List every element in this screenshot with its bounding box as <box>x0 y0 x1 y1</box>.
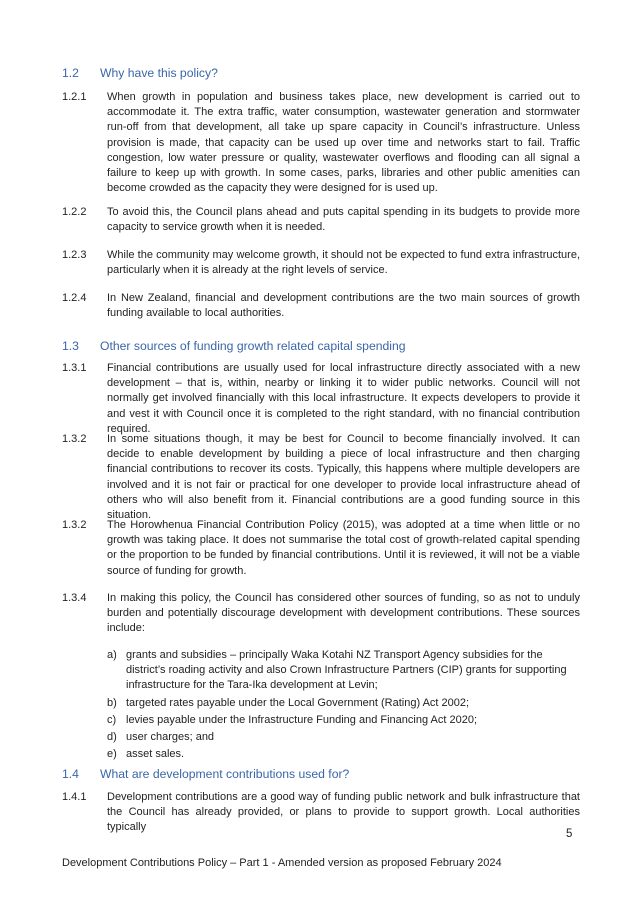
list-item <box>107 713 582 728</box>
paragraph-1-2-4 <box>62 291 580 321</box>
list-item-label: a) <box>107 649 117 661</box>
section-number: 1.3 <box>62 339 79 353</box>
section-title: Other sources of funding growth related capital spending <box>100 339 406 353</box>
list-item <box>107 747 582 762</box>
paragraph-1-3-1 <box>62 361 580 437</box>
section-heading-1-4 <box>62 767 349 781</box>
page-footer: Development Contributions Policy – Part 1 - Amended version as proposed February 2024 <box>62 857 502 869</box>
paragraph-1-3-2-second <box>62 518 580 579</box>
list-item-label: e) <box>107 748 117 761</box>
paragraph-text: In making this policy, the Council has considered other sources of funding, so as not to unduly burden and potentially discourage development with development contributions. These sources include: <box>107 592 580 635</box>
page-number: 5 <box>566 828 573 840</box>
paragraph-1-2-3 <box>62 248 580 278</box>
paragraph-1-2-1 <box>62 90 580 196</box>
list-item-text: levies payable under the Infrastructure Funding and Financing Act 2020; <box>126 713 478 726</box>
paragraph-1-2-2 <box>62 205 580 235</box>
list-item-text: grants and subsidies – principally Waka Kotahi NZ Transport Agency subsidies for the district’s roading activity and also Crown Infrastructure Partners (CIP) grants for supporting infrastructure for the Tara-Ika development at Levin; <box>126 649 567 692</box>
paragraph-number: 1.3.2 <box>62 433 87 445</box>
paragraph-text: The Horowhenua Financial Contribution Policy (2015), was adopted at a time when little or no growth was taking place. It does not summarise the total cost of growth-related capital spending or the proportion to be funded by financial contributions. Until it is reviewed, it will not be a viable source of funding for growth. <box>107 519 580 577</box>
paragraph-text: While the community may welcome growth, it should not be expected to fund extra infrastructure, particularly when it is already at the right levels of service. <box>107 249 580 277</box>
list-item-text: user charges; and <box>126 731 215 744</box>
list-item <box>107 696 582 711</box>
section-heading-1-2 <box>62 66 218 80</box>
section-title: Why have this policy? <box>100 66 218 80</box>
paragraph-text: To avoid this, the Council plans ahead and puts capital spending in its budgets to provide more capacity to service growth when it is needed. <box>107 206 580 234</box>
list-item-text: targeted rates payable under the Local Government (Rating) Act 2002; <box>126 696 470 709</box>
list-item-label: c) <box>107 713 117 726</box>
paragraph-number: 1.2.4 <box>62 292 87 304</box>
list-item <box>107 648 582 694</box>
paragraph-1-3-2 <box>62 432 580 523</box>
paragraph-text: In some situations though, it may be best for Council to become financially involved. It can decide to enable development by building a piece of local infrastructure and then charging financial contributions to recover its costs. Typically, this happens where multiple developers are involved and it is not fair or practical for one developer to provide local infrastructure ahead of others who will also benefit from it. Financial contributions are a good funding source in this situation. <box>107 433 580 522</box>
paragraph-1-3-4 <box>62 591 580 637</box>
paragraph-number: 1.2.1 <box>62 91 87 103</box>
paragraph-number: 1.3.4 <box>62 592 87 604</box>
paragraph-number: 1.3.2 <box>62 519 87 531</box>
paragraph-text: Development contributions are a good way of funding public network and bulk infrastructure that the Council has already provided, or plans to provide to support growth. Local authorities typically <box>107 791 580 834</box>
paragraph-text: Financial contributions are usually used for local infrastructure directly associated with a new development – that is, within, nearby or linking it to wider public networks. Council will not normally get involved financially with this local infrastructure. It expects developers to provide it and vest it with Council once it is completed to the right standard, with no financial contribution required. <box>107 362 580 435</box>
paragraph-1-4-1 <box>62 790 580 836</box>
paragraph-number: 1.4.1 <box>62 791 87 803</box>
section-heading-1-3 <box>62 339 406 353</box>
list-item <box>107 730 582 745</box>
list-item-label: d) <box>107 731 117 744</box>
funding-sources-list <box>107 648 582 762</box>
list-item-label: b) <box>107 696 117 709</box>
paragraph-number: 1.2.3 <box>62 249 87 261</box>
section-title: What are development contributions used for? <box>100 767 350 781</box>
paragraph-number: 1.3.1 <box>62 362 87 374</box>
section-number: 1.2 <box>62 66 79 80</box>
paragraph-text: When growth in population and business takes place, new development is carried out to accommodate it. The extra traffic, water consumption, wastewater generation and stormwater run-off from that development, all take up spare capacity in Council’s infrastructure. Unless provision is made, that capacity can be used up over time and networks start to fail. Traffic congestion, low water pressure or quality, wastewater overflows and flooding can all signal a failure to keep up with growth. In some cases, parks, libraries and other public amenities can become crowded as the capacity they were designed for is used up. <box>107 91 580 195</box>
paragraph-number: 1.2.2 <box>62 206 87 218</box>
paragraph-text: In New Zealand, financial and development contributions are the two main sources of growth funding available to local authorities. <box>107 292 580 320</box>
list-item-text: asset sales. <box>126 748 185 761</box>
section-number: 1.4 <box>62 767 79 781</box>
